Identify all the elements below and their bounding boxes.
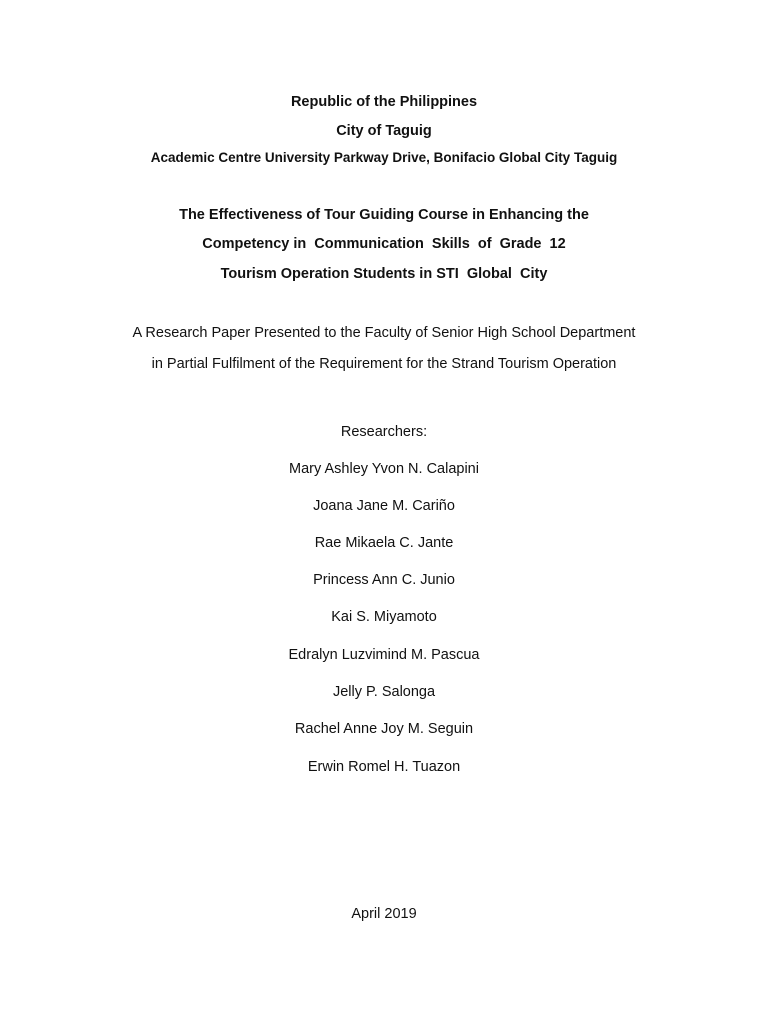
header-country: Republic of the Philippines [290, 94, 478, 110]
presentation-line-2: in Partial Fulfilment of the Requirement for the Strand Tourism Operation [151, 356, 617, 372]
researcher-name: Jelly P. Salonga [332, 684, 436, 700]
researcher-name: Rae Mikaela C. Jante [314, 535, 454, 551]
header-address: Academic Centre University Parkway Drive, Bonifacio Global City Taguig [150, 150, 618, 165]
researcher-name: Mary Ashley Yvon N. Calapini [289, 461, 479, 477]
researcher-name: Rachel Anne Joy M. Seguin [294, 721, 474, 737]
researcher-name: Kai S. Miyamoto [331, 609, 437, 625]
header-city: City of Taguig [336, 123, 432, 139]
researcher-name: Joana Jane M. Cariño [313, 498, 455, 514]
title-line-1: The Effectiveness of Tour Guiding Course in Enhancing the [179, 207, 589, 223]
researcher-name: Edralyn Luzvimind M. Pascua [288, 647, 480, 663]
title-line-2: Competency in Communication Skills of Grade 12 [202, 236, 566, 252]
title-line-3: Tourism Operation Students in STI Global City [220, 266, 548, 282]
researcher-name: Princess Ann C. Junio [313, 572, 455, 588]
researcher-name: Erwin Romel H. Tuazon [307, 759, 461, 775]
document-date: April 2019 [351, 906, 417, 922]
presentation-line-1: A Research Paper Presented to the Faculty of Senior High School Department [132, 325, 636, 341]
researchers-label: Researchers: [340, 424, 428, 440]
